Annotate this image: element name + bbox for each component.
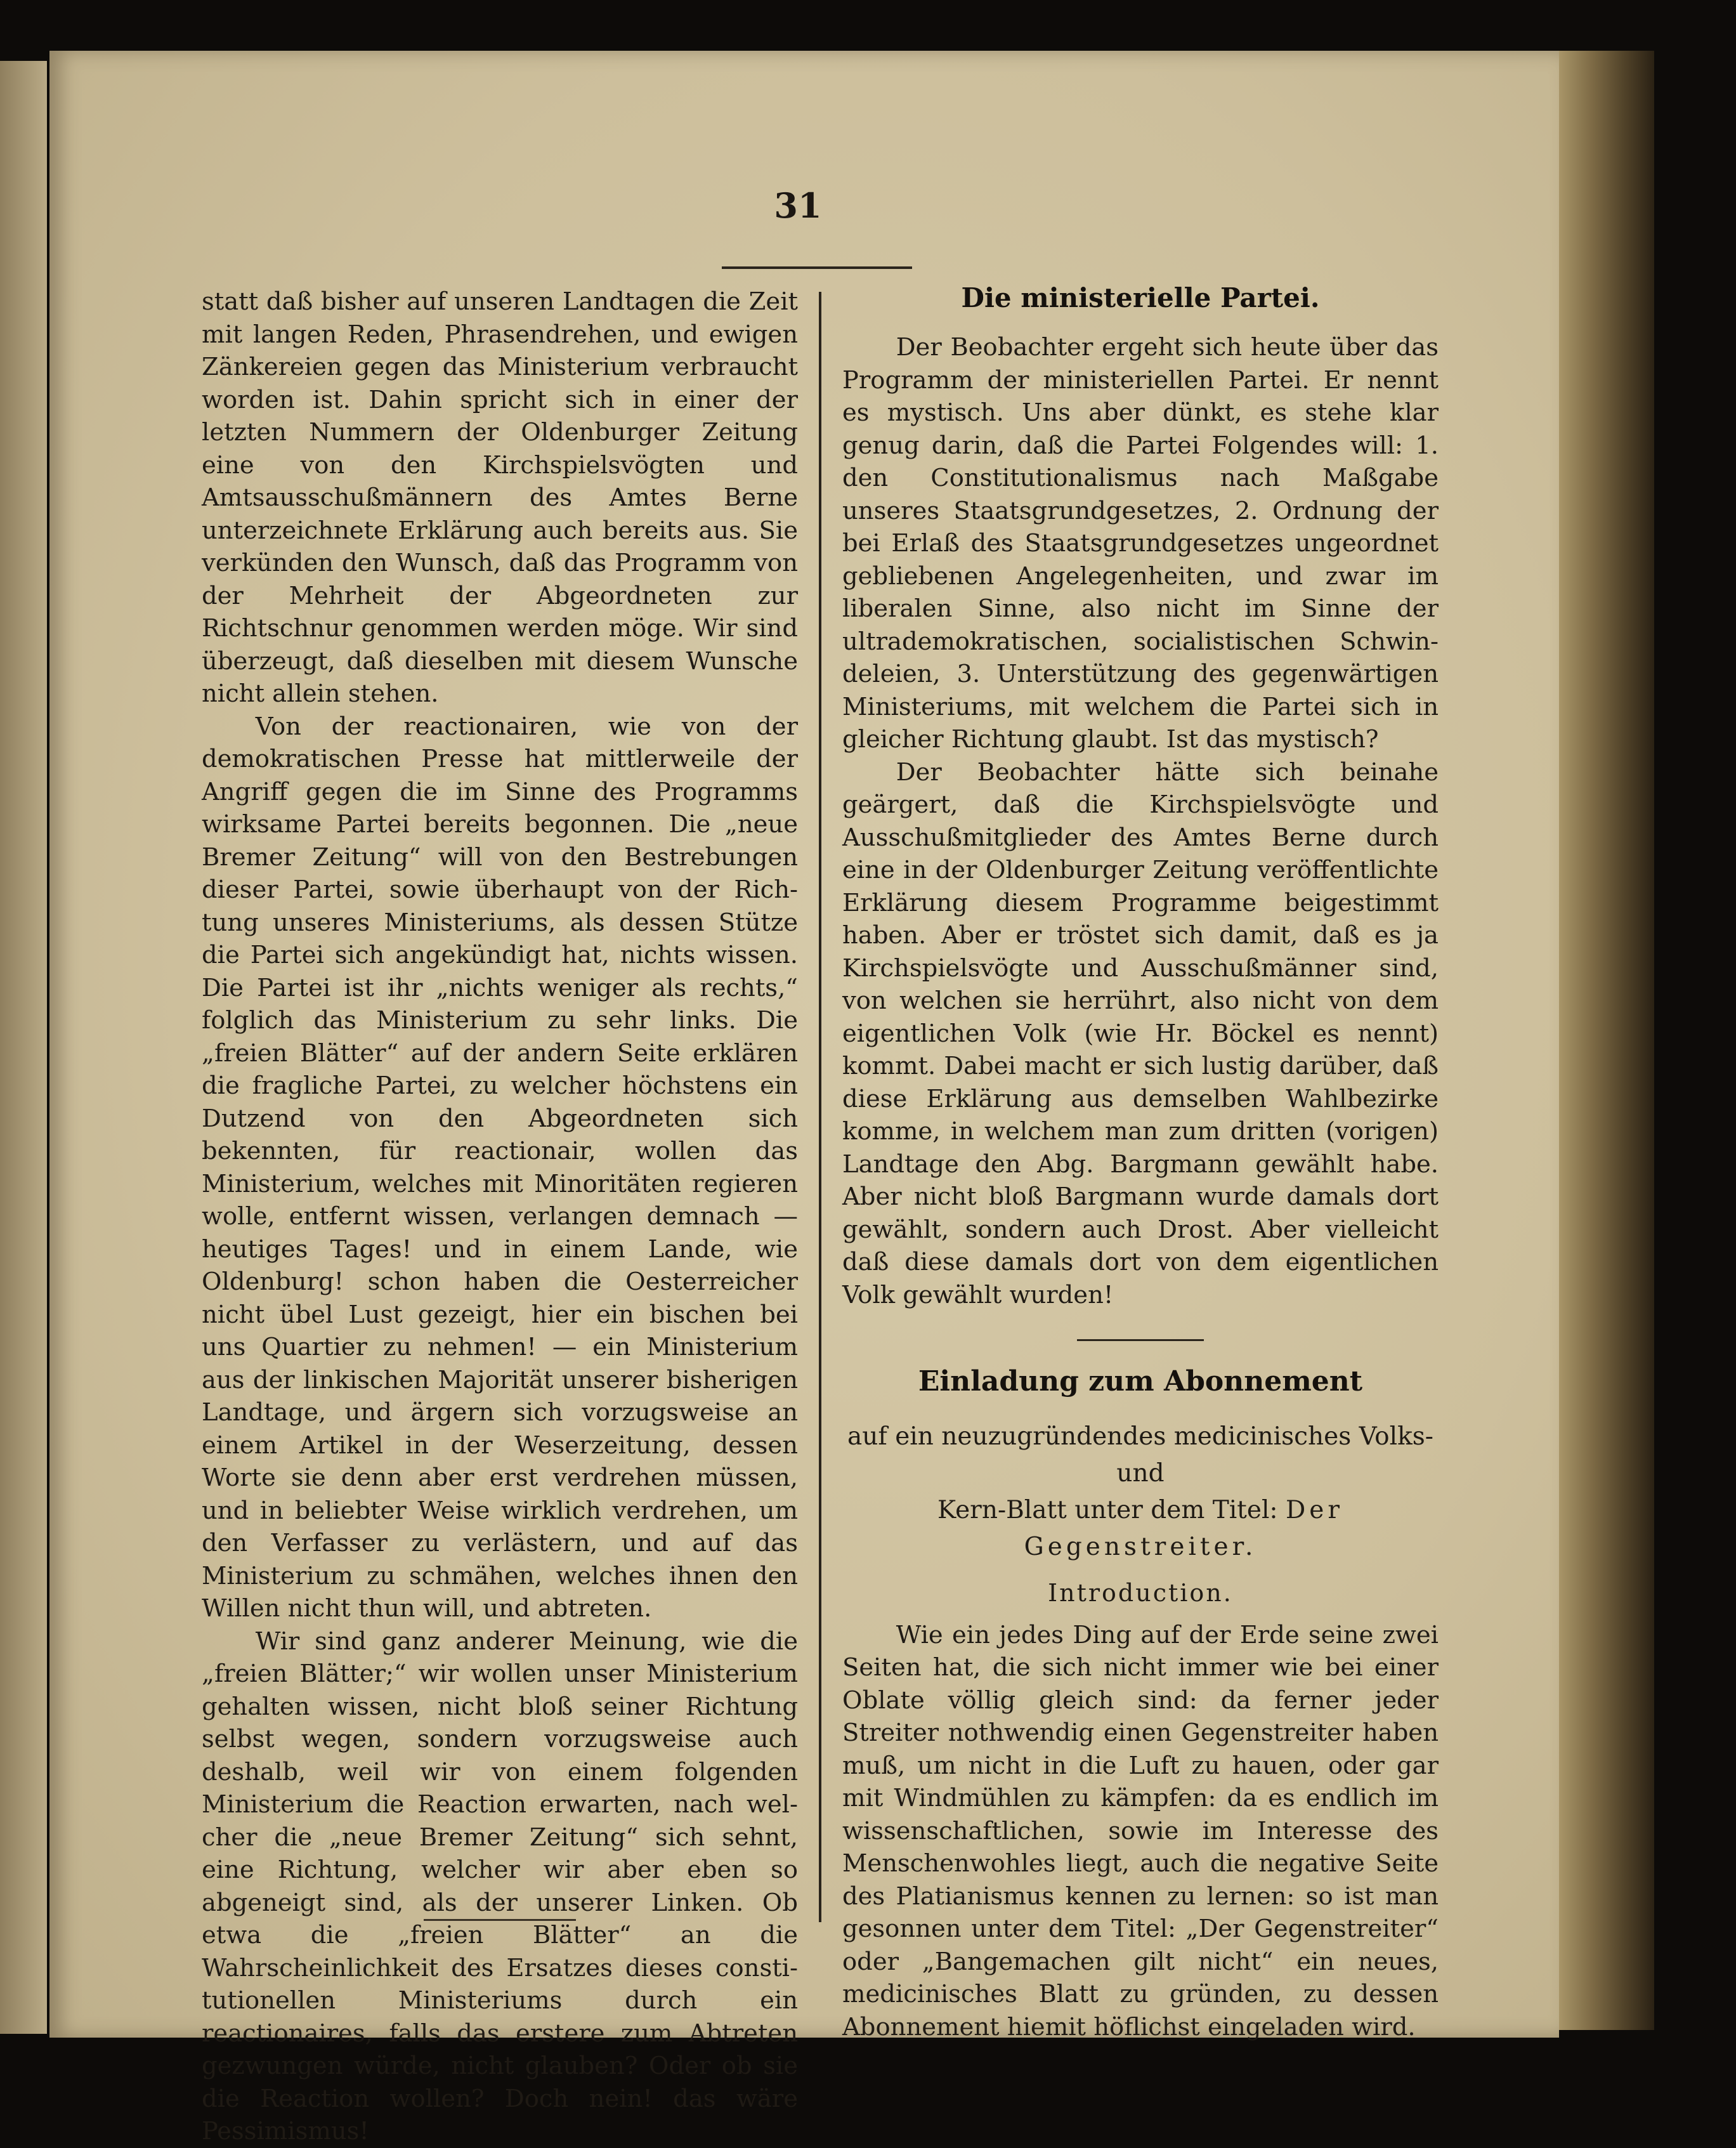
article-heading-einladung: Einladung zum Abonnement [918,1365,1363,1398]
journal-title: Der Gegenstreiter. [1024,1496,1343,1561]
right-column [842,279,1439,2043]
subtitle-prefix: Kern-Blatt unter dem Titel: [937,1496,1278,1524]
article2-paragraph-1: Wie ein jedes Ding auf der Erde seine zwei Seiten hat, die sich nicht immer wie bei einer Oblate völlig gleich sind: da ferner jeder Streiter nothwendig einen Gegenstreiter haben muß, um nicht in die Luft zu hauen, oder gar mit Windmühlen zu kämpfen: da es endlich im wissenschaftlichen, sowie im Interesse des Menschenwohles liegt, auch die negative Seite des Platianismus kennen zu lernen: so ist man gesonnen unter dem Titel: „Der Gegenstreiter“ oder „Bangemachen gilt nicht“ ein neues, medicinisches Blatt zu gründen, zu dessen Abonnement hiemit höflichst eingeladen wird. [842,1620,1439,2041]
column-divider [819,292,821,1922]
left-paragraph-1: statt daß bisher auf unseren Landtagen die Zeit mit langen Reden, Phrasendrehen, und ewigen Zänkereien gegen das Ministerium verbraucht worden ist. Dahin spricht sich in einer der letzten Nummern der Oldenburger Zeitung eine von den Kirchspielsvögten und Amtsausschußmännern des Amtes Berne unterzeichnete Erklärung auch bereits aus. Sie verkünden den Wunsch, daß das Programm von der Mehrheit der Abgeordneten zur Richtschnur genommen werden möge. Wir sind überzeugt, daß dieselben mit diesem Wunsche nicht allein stehen. [202,287,798,708]
article1-paragraph-1: Der Beobachter ergeht sich heute über das Programm der ministeriellen Partei. Er nennt es mystisch. Uns aber dünkt, es stehe klar genug darin, daß die Partei Folgendes will: 1. den Constitutionalismus nach Maßgabe unseres Staatsgrundgesetzes, 2. Ordnung der bei Erlaß des Staatsgrundgesetzes ungeordnet gebliebenen Angelegenheiten, und zwar im liberalen Sinne, also nicht im Sinne der ultrademokratischen, socialistischen Schwindeleien, 3. Unterstützung des gegenwärtigen Ministeriums, mit welchem die Partei sich in gleicher Richtung glaubt. Ist das mystisch? [842,333,1439,754]
introduction-heading: Introduction. [1048,1579,1233,1607]
facing-page-edge [0,61,47,2034]
subtitle-line-2 [842,1492,1439,1566]
bottom-rule [424,1919,576,1921]
left-paragraph-3: Wir sind ganz anderer Meinung, wie die „freien Blätter;“ wir wollen unser Ministerium gehalten wissen, nicht bloß seiner Richtung selbst wegen, sondern vorzugsweise auch deshalb, weil wir von einem folgenden Ministerium die Reaction erwarten, nach welcher die „neue Bremer Zeitung“ sich sehnt, eine Richtung, welcher wir aber eben so abgeneigt sind, als der unserer Linken. Ob etwa die „freien Blätter“ an die Wahrscheinlichkeit des Ersatzes dieses constitutionellen Ministeriums durch ein reactionaires, falls das erstere zum Abtreten gezwungen würde, nicht glauben? Oder ob sie die Reaction wollen? Doch nein! das wäre Pessimismus! [202,1627,798,2145]
subtitle-line-1: auf ein neuzugründendes medicinisches Volks- und [847,1422,1433,1488]
page [49,51,1559,2145]
article1-paragraph-2: Der Beobachter hätte sich beinahe geärgert, daß die Kirchspielsvögte und Ausschußmitglieder des Amtes Berne durch eine in der Oldenburger Zeitung veröffentlichte Erklärung diesem Programme beigestimmt haben. Aber er tröstet sich damit, daß es ja Kirchspielsvögte und Ausschußmänner sind, von welchen sie herrührt, also nicht von dem eigentlichen Volk (wie Hr. Böckel es nennt) kommt. Dabei macht er sich lustig darüber, daß diese Erklärung aus demselben Wahlbezirke komme, in welchem man zum dritten (vorigen) Landtage den Abg. Bargmann gewählt habe. Aber nicht bloß Bargmann wurde damals dort gewählt, sondern auch Drost. Aber vielleicht daß diese damals dort von dem eigentlichen Volk gewählt wurden! [842,757,1439,1309]
book-spine [1559,51,1654,2030]
section-rule [1077,1339,1204,1341]
page-number: 31 [774,185,822,226]
article-heading-ministerielle-partei: Die ministerielle Partei. [961,282,1320,313]
left-column [202,285,798,2148]
left-paragraph-2: Von der reactionairen, wie von der demokratischen Presse hat mittlerweile der Angriff gegen die im Sinne des Programms wirksame Partei bereits begonnen. Die „neue Bremer Zeitung“ will von den Bestrebungen dieser Partei, sowie überhaupt von der Richtung unseres Ministeriums, als dessen Stütze die Partei sich angekündigt hat, nichts wissen. Die Partei ist ihr „nichts weniger als rechts,“ folglich das Ministerium zu sehr links. Die „freien Blätter“ auf der andern Seite erklären die fragliche Partei, zu welcher höchstens ein Dutzend von den Abgeordneten sich bekennten, für reactionair, wollen das Ministerium, welches mit Minoritäten regieren wolle, entfernt wissen, verlangen demnach — heutiges Tages! und in einem Lande, wie Oldenburg! schon haben die Oesterreicher nicht übel Lust gezeigt, hier ein bischen bei uns Quartier zu nehmen! — ein Ministerium aus der linkischen Majorität unserer bisherigen Landtage, und ärgern sich vorzugsweise an einem Artikel in der Weserzeitung, dessen Worte sie denn aber erst verdrehen müssen, und in beliebter Weise wirklich verdrehen, um den Verfasser zu verlästern, und auf das Ministerium zu schmähen, welches ihnen den Willen nicht thun will, und abtreten. [202,712,798,1623]
header-rule [722,266,912,269]
